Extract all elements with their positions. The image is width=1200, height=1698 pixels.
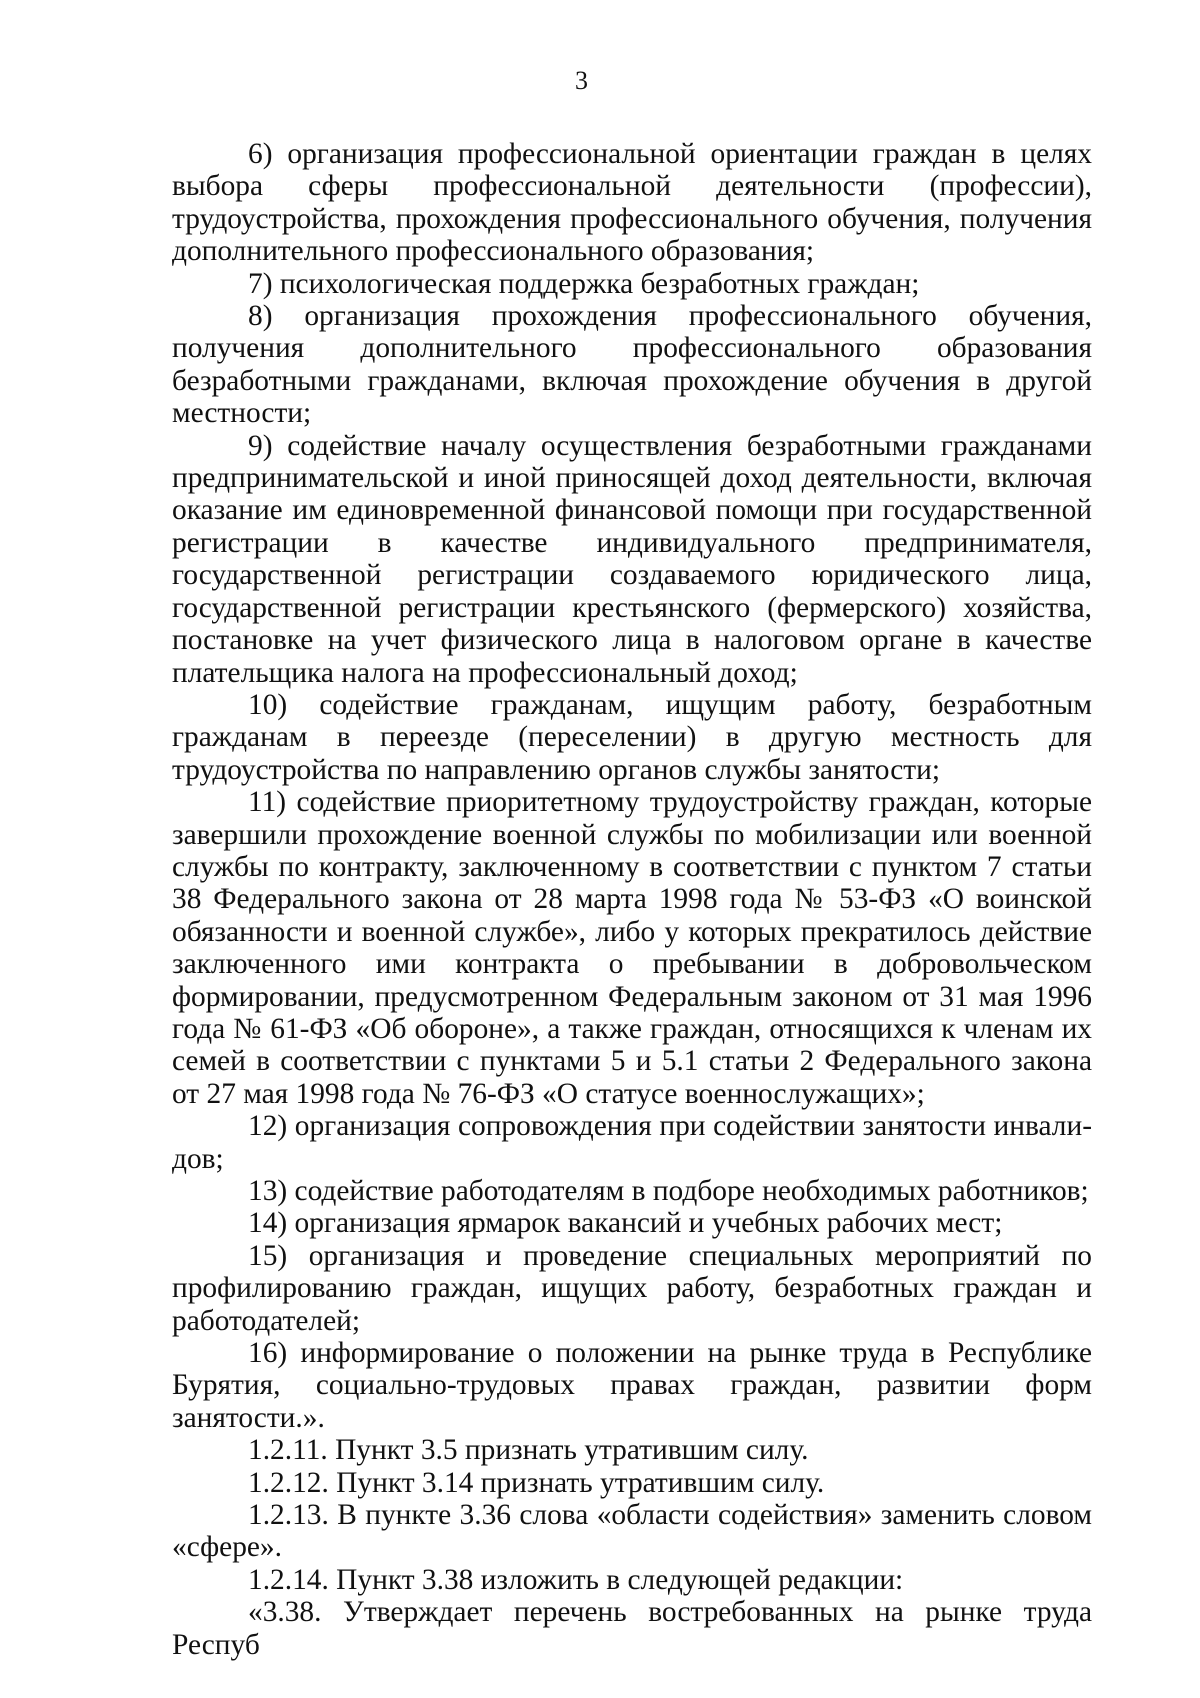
paragraph-item-15: 15) организация и проведение специальных мероприятий по профилированию граждан, ищущих работу, безработных граждан и работодателей; [172, 1239, 1092, 1337]
page-number: 3 [575, 66, 588, 95]
paragraph-item-13: 13) содействие работодателям в подборе необходимых работников; [248, 1175, 1089, 1207]
paragraph-item-6: 6) организация профессиональной ориентации граждан в целях выбора сферы профессиональной деятельности (профессии), трудоустройства, прохождения профессионального обучения, получения дополнительного профессионального образования; [172, 138, 1092, 268]
paragraph-1-2-11: 1.2.11. Пункт 3.5 признать утратившим силу. [248, 1434, 809, 1467]
paragraph-item-11: 11) содействие приоритетному трудоустройству граждан, которые завершили прохождение военной службы по мобилизации или военной службы по контракту, заключенному в соответствии с пунктом 7 статьи 38 Федерального закона от 28 марта 1998 года № 53-ФЗ «О воинской обязанности и военной службе», либо у которых прекратилось действие заключенного ими контракта о пребывании в добровольческом формировании, предусмотренном Федеральным законом от 31 мая 1996 года № 61-ФЗ «Об обороне», а также граждан, относящихся к членам их семей в соответствии с пунктами 5 и 5.1 статьи 2 Федерального закона от 27 мая 1998 года № 76-ФЗ «О статусе военнослужащих»; [172, 786, 1092, 1110]
paragraph-item-10: 10) содействие гражданам, ищущим работу, безработным гражданам в переезде (переселении) в другую местность для трудоустройства по направлению органов службы занятости; [172, 688, 1092, 786]
paragraph-1-2-13: 1.2.13. В пункте 3.36 слова «области содействия» заменить словом «сфере». [172, 1499, 1092, 1564]
document-body [172, 138, 1092, 1661]
paragraph-3-38-start: «3.38. Утверждает перечень востребованных на рынке труда Респуб [172, 1596, 1092, 1661]
paragraph-item-16: 16) информирование о положении на рынке труда в Республике Бурятия, социально-трудовых правах граждан, развитии форм занятости.». [172, 1337, 1092, 1434]
paragraph-item-9: 9) содействие началу осуществления безработными гражданами предпринимательской и иной приносящей доход деятельности, включая оказание им единовременной финансовой помощи при государственной регистрации в качестве индивидуального предпринимателя, государственной регистрации создаваемого юридического лица, государственной регистрации крестьянского (фермерского) хозяйства, постановке на учет физического лица в налоговом органе в качестве плательщика налога на профессиональный доход; [172, 429, 1092, 689]
paragraph-item-7: 7) психологическая поддержка безработных граждан; [248, 267, 920, 300]
paragraph-1-2-14: 1.2.14. Пункт 3.38 изложить в следующей редакции: [248, 1563, 904, 1596]
paragraph-1-2-12: 1.2.12. Пункт 3.14 признать утратившим силу. [248, 1466, 825, 1499]
paragraph-item-8: 8) организация прохождения профессионального обучения, получения дополнительного профессионального образования безработными гражданами, включая прохождение обучения в другой местности; [172, 300, 1092, 430]
paragraph-item-14: 14) организация ярмарок вакансий и учебных рабочих мест; [248, 1207, 1003, 1240]
paragraph-item-12: 12) организация сопровождения при содействии занятости инвалидов; [172, 1110, 1092, 1175]
